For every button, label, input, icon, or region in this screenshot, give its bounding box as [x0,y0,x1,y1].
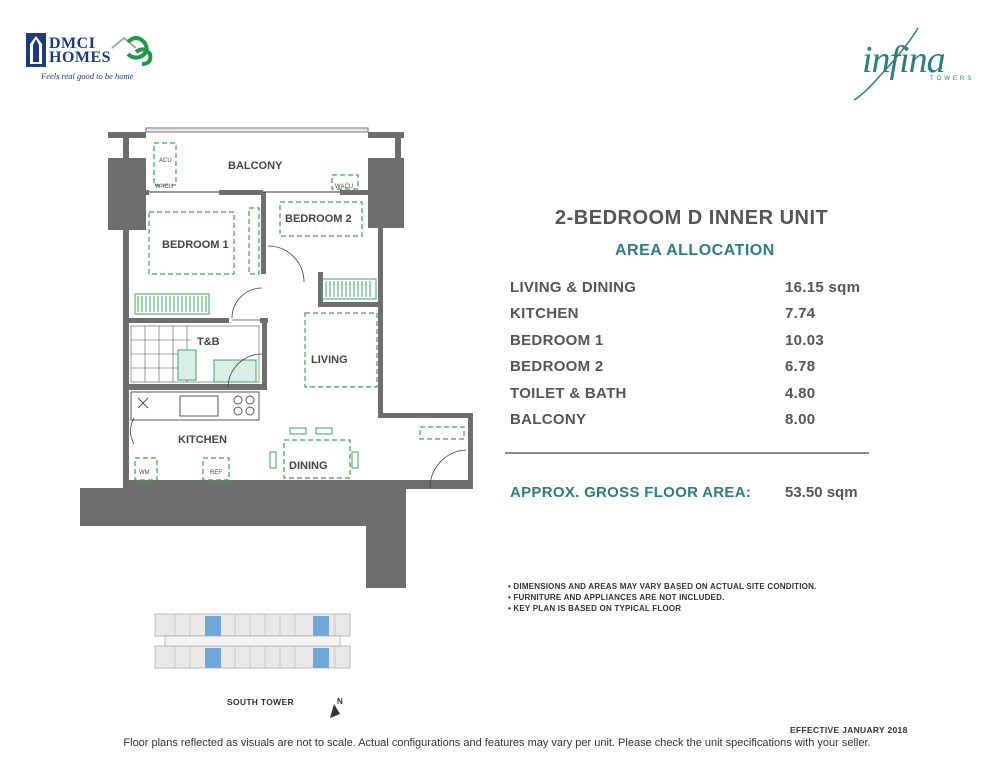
area-name: KITCHEN [510,305,579,323]
area-row [510,354,870,381]
area-row [510,301,870,328]
wacu-right-label: WACU [335,184,354,190]
area-value: 10.03 [785,331,825,349]
gfa-value: 53.50 sqm [785,484,858,501]
bedroom1-label: BEDROOM 1 [162,239,229,251]
key-plan-label: SOUTH TOWER [227,697,294,707]
walls [80,132,473,588]
dmci-text: DMCI [49,35,96,52]
dining-label: DINING [289,460,328,472]
notes [508,581,816,614]
infina-towers-logo [848,26,975,106]
tb-label: T&B [197,336,220,348]
lavatory-icon [214,360,256,382]
bedroom2-label: BEDROOM 2 [285,213,352,225]
area-name: LIVING & DINING [510,278,637,296]
infina-wordmark: infina [862,39,945,81]
tagline: Feels real good to be home [41,71,134,81]
area-name: BEDROOM 1 [510,331,604,349]
living-label: LIVING [311,354,348,366]
note-item: • KEY PLAN IS BASED ON TYPICAL FLOOR [508,604,682,613]
footer-disclaimer: Floor plans reflected as visuals are not to scale. Actual configurations and features may vary per unit. Please check the unit specifications with your seller. [123,737,871,749]
note-item: • DIMENSIONS AND AREAS MAY VARY BASED ON ACTUAL SITE CONDITION. [508,582,817,591]
north-arrow-icon [326,694,348,720]
north-label: N [337,697,343,706]
floor-plan [0,0,500,600]
area-value: 6.78 [785,358,816,376]
area-row [510,407,870,434]
sofa [305,313,377,387]
wm-label: WM [139,470,150,476]
area-row [510,274,870,301]
wacu-left-label: WACU [155,184,174,190]
area-row [510,380,870,407]
area-value: 16.15 sqm [785,278,861,296]
area-value: 4.80 [785,384,816,402]
toilet-icon [178,350,196,380]
kitchen-counter [131,392,259,420]
gfa-label: APPROX. GROSS FLOOR AREA: [510,484,752,501]
area-row [510,327,870,354]
area-name: BALCONY [510,411,587,429]
area-allocation-heading: AREA ALLOCATION [615,242,775,259]
balcony-label: BALCONY [228,160,283,172]
divider [505,452,869,454]
furniture [135,143,464,480]
dining-table [284,440,350,478]
area-name: BEDROOM 2 [510,358,604,376]
acu-label: ACU [159,158,172,164]
area-value: 8.00 [785,411,816,429]
area-name: TOILET & BATH [510,384,627,402]
towers-text: TOWERS [930,76,975,82]
area-table [510,274,870,433]
unit-title: 2-BEDROOM D INNER UNIT [555,207,829,229]
effective-date: EFFECTIVE JANUARY 2018 [790,725,908,735]
note-item: • FURNITURE AND APPLIANCES ARE NOT INCLUDED. [508,593,725,602]
key-plan [145,604,360,684]
area-value: 7.74 [785,305,816,323]
homes-text: HOMES [49,49,112,66]
kitchen-label: KITCHEN [178,434,227,446]
ref-label: REF [210,470,222,476]
closets [135,279,376,314]
